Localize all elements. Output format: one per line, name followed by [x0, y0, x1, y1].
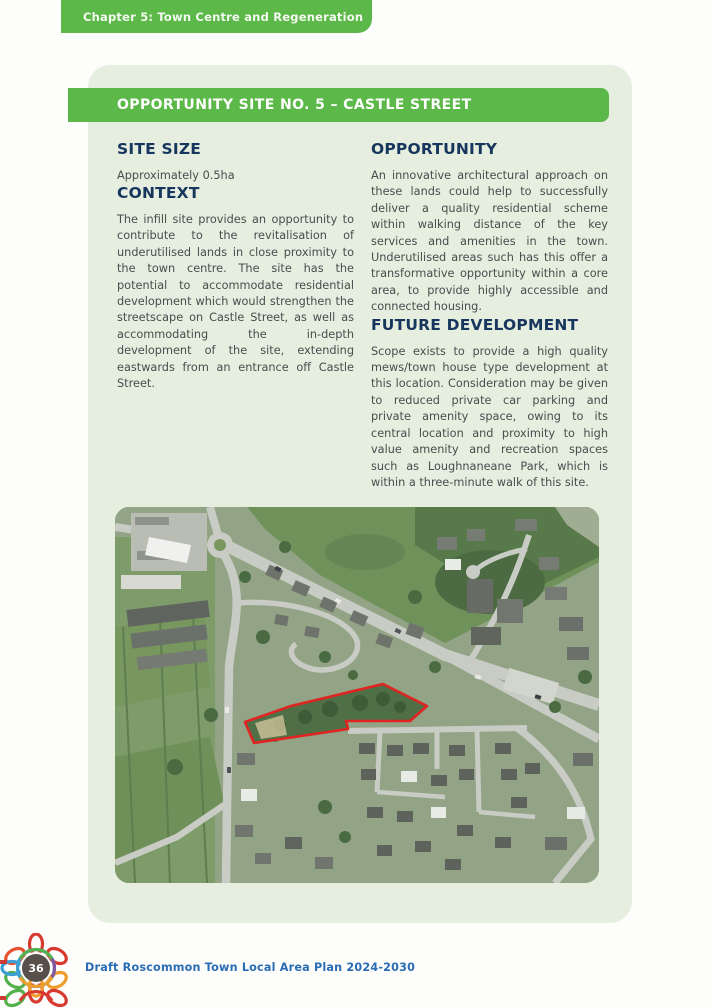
chapter-header-tab	[61, 0, 372, 33]
page-number-badge	[22, 954, 50, 982]
aerial-map-graphic	[115, 507, 599, 883]
opportunity-site-title: OPPORTUNITY SITE NO. 5 – CASTLE STREET	[117, 97, 472, 113]
left-column	[117, 140, 354, 392]
footer-plan-title: Draft Roscommon Town Local Area Plan 2024-2030	[85, 961, 416, 974]
site-size-value: Approximately 0.5ha	[117, 169, 235, 182]
future-development-heading: FUTURE DEVELOPMENT	[371, 315, 579, 334]
page-number: 36	[28, 961, 44, 975]
right-column	[371, 140, 608, 491]
opportunity-site-title-bar	[68, 88, 609, 122]
aerial-site-map	[115, 507, 599, 883]
opportunity-heading: OPPORTUNITY	[371, 140, 498, 158]
context-heading: CONTEXT	[117, 184, 200, 202]
chapter-header-label: Chapter 5: Town Centre and Regeneration	[83, 9, 364, 24]
future-development-paragraph: Scope exists to provide a high quality mews/town house type development at this location. Consideration may be given to reduced private car parking and private amenity space, owing to its central location and proximity to high value amenity and recreation spaces such as Loughnaneane Park, which is within a three-minute walk of this site.	[371, 344, 608, 489]
opportunity-paragraph: An innovative architectural approach on these lands could help to successfully deliver a quality residential scheme within walking distance of the key services and amenities in the town. Underutilised areas such has this offer a transformative opportunity within a core area, to provide highly accessible and connected housing.	[371, 169, 608, 314]
site-size-heading: SITE SIZE	[117, 140, 202, 158]
context-paragraph: The infill site provides an opportunity to contribute to the revitalisation of underutilised lands in close proximity to the town centre. The site has the potential to accommodate residential development which would strengthen the streetscape on Castle Street, as well as accommodating the in-depth development of the site, extending eastwards from an entrance off Castle Street.	[117, 213, 354, 391]
